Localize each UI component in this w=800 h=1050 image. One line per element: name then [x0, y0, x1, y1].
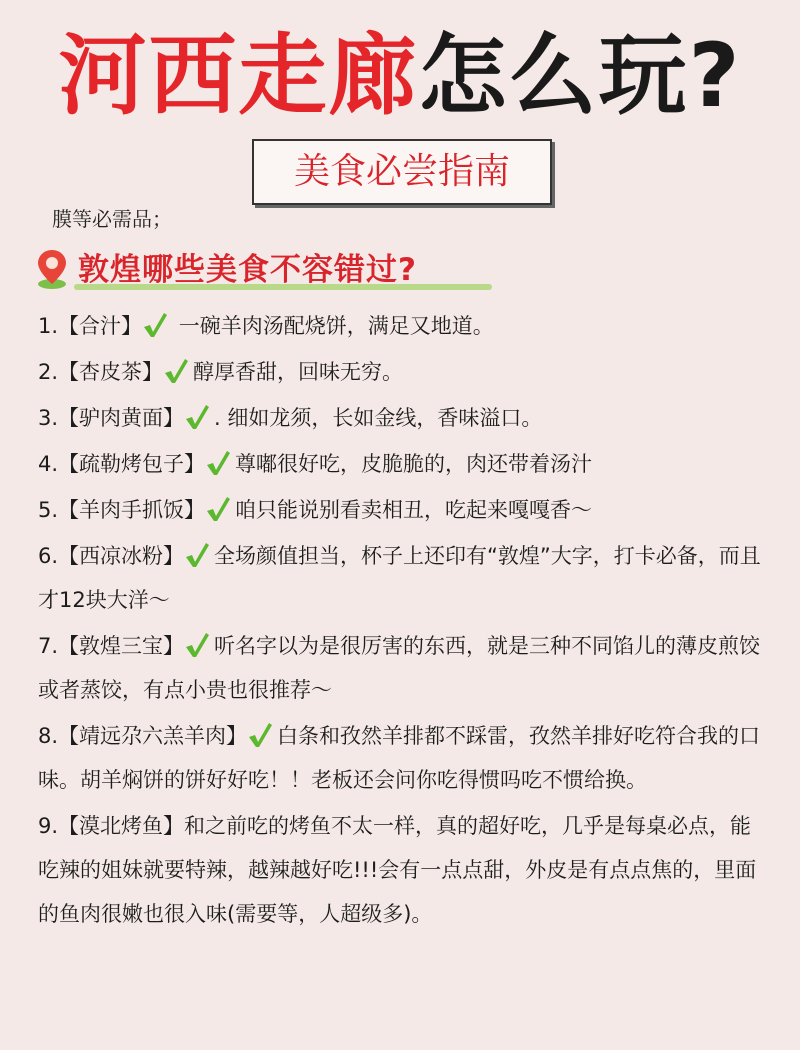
item-number: 3. — [38, 406, 59, 430]
food-list — [38, 304, 768, 938]
item-number: 5. — [38, 498, 59, 522]
section-heading — [34, 244, 554, 290]
item-description: 一碗羊肉汤配烧饼，满足又地道。 — [172, 314, 494, 338]
green-check-icon — [205, 494, 231, 522]
list-item — [38, 804, 768, 936]
green-check-icon — [247, 720, 273, 748]
list-item — [38, 350, 768, 394]
item-description: 尊嘟很好吃，皮脆脆的，肉还带着汤汁 — [235, 452, 593, 476]
green-check-icon — [142, 310, 168, 338]
page-title — [0, 26, 800, 126]
item-food-name: 【合汁】 — [58, 314, 143, 338]
list-item — [38, 488, 768, 532]
green-check-icon — [184, 402, 210, 430]
item-number: 6. — [38, 544, 59, 568]
item-food-name: 【敦煌三宝】 — [58, 634, 185, 658]
title-red-part: 河西走廊 — [58, 24, 419, 127]
item-number: 4. — [38, 452, 59, 476]
green-check-icon — [184, 630, 210, 658]
item-description: 白条和孜然羊排都不踩雷，孜然羊排好吃符合我的口味。胡羊焖饼的饼好好吃！！老板还会问你吃得惯吗吃不惯给换。 — [38, 724, 761, 792]
item-number: 8. — [38, 724, 59, 748]
item-food-name: 【疏勒烤包子】 — [58, 452, 206, 476]
item-number: 1. — [38, 314, 59, 338]
item-description: 醇厚香甜，回味无穷。 — [193, 360, 404, 384]
section-heading-text: 敦煌哪些美食不容错过? — [78, 252, 417, 288]
green-check-icon — [163, 356, 189, 384]
item-number: 7. — [38, 634, 59, 658]
item-number: 2. — [38, 360, 59, 384]
item-description: 全场颜值担当，杯子上还印有“敦煌”大字，打卡必备，而且才12块大洋～ — [38, 544, 761, 612]
green-check-icon — [205, 448, 231, 476]
subtitle-box: 美食必尝指南 — [252, 139, 552, 205]
list-item — [38, 442, 768, 486]
list-item — [38, 304, 768, 348]
list-item — [38, 534, 768, 622]
title-black-part: 怎么玩? — [418, 24, 742, 127]
item-description: 和之前吃的烤鱼不太一样，真的超好吃，几乎是每桌必点，能吃辣的姐妹就要特辣，越辣越好吃!!!会有一点点甜，外皮是有点点焦的，里面的鱼肉很嫩也很入味(需要等，人超级多)。 — [38, 814, 757, 926]
item-description: 咱只能说别看卖相丑，吃起来嘎嘎香～ — [235, 498, 593, 522]
list-item — [38, 714, 768, 802]
location-pin-icon — [34, 248, 70, 290]
item-description: 听名字以为是很厉害的东西，就是三种不同馅儿的薄皮煎饺或者蒸饺，有点小贵也很推荐～ — [38, 634, 761, 702]
item-number: 9. — [38, 814, 59, 838]
item-food-name: 【漠北烤鱼】 — [58, 814, 185, 838]
item-description: . 细如龙须，长如金线，香味溢口。 — [214, 406, 543, 430]
previous-text-line: 膜等必需品； — [52, 207, 172, 231]
item-food-name: 【杏皮茶】 — [58, 360, 164, 384]
item-food-name: 【羊肉手抓饭】 — [58, 498, 206, 522]
item-food-name: 【西凉冰粉】 — [58, 544, 185, 568]
list-item — [38, 624, 768, 712]
item-food-name: 【驴肉黄面】 — [58, 406, 185, 430]
green-check-icon — [184, 540, 210, 568]
item-food-name: 【靖远尕六羔羊肉】 — [58, 724, 248, 748]
list-item — [38, 396, 768, 440]
